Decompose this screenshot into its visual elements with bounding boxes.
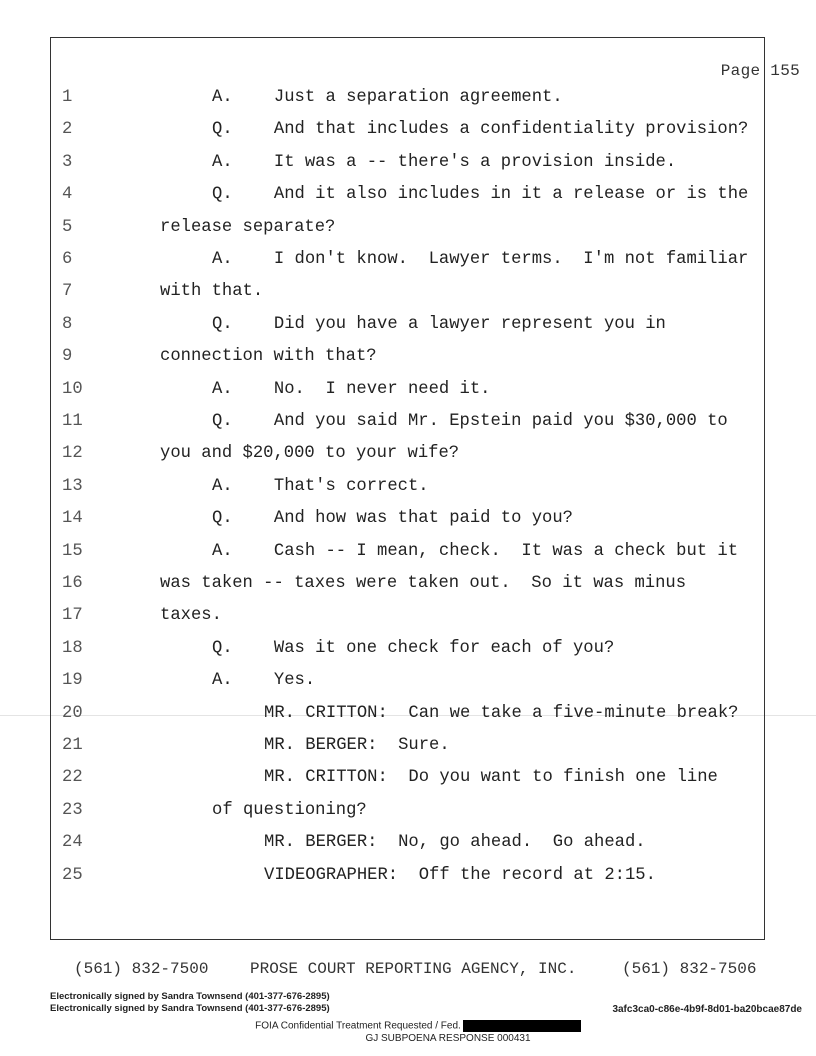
line-text: MR. BERGER: No, go ahead. Go ahead. xyxy=(264,833,646,853)
line-text: MR. BERGER: Sure. xyxy=(264,736,450,755)
line-text: taxes. xyxy=(160,606,222,626)
line-number: 24 xyxy=(62,833,83,853)
line-text: Q. And it also includes in it a release or is the xyxy=(212,185,749,205)
line-text: A. Yes. xyxy=(212,671,316,691)
line-number: 16 xyxy=(62,574,83,593)
line-text: you and $20,000 to your wife? xyxy=(160,444,460,464)
transcript-line xyxy=(0,574,816,606)
line-text: A. I don't know. Lawyer terms. I'm not familiar xyxy=(212,250,749,269)
transcript-line xyxy=(0,606,816,638)
phone-left: (561) 832-7500 xyxy=(74,960,209,978)
line-text: MR. CRITTON: Do you want to finish one line xyxy=(264,768,718,788)
line-text: A. Just a separation agreement. xyxy=(212,88,563,107)
transcript-line xyxy=(0,347,816,379)
transcript-line xyxy=(0,866,816,898)
foia-text: FOIA Confidential Treatment Requested / Fed. xyxy=(255,1020,461,1032)
foia-notice xyxy=(0,1020,816,1032)
transcript-line xyxy=(0,120,816,152)
line-number: 6 xyxy=(62,250,73,269)
bates-text: GJ SUBPOENA RESPONSE 000431 xyxy=(365,1033,531,1044)
line-text: MR. CRITTON: Can we take a five-minute break? xyxy=(264,703,739,723)
line-text: Q. And you said Mr. Epstein paid you $30,000 to xyxy=(212,412,728,431)
transcript-line xyxy=(0,801,816,833)
transcript-line xyxy=(0,509,816,541)
line-number: 10 xyxy=(62,379,83,399)
line-number: 20 xyxy=(62,703,83,723)
transcript-line xyxy=(0,639,816,671)
line-text: A. Cash -- I mean, check. It was a check but it xyxy=(212,541,739,561)
line-number: 12 xyxy=(62,444,83,464)
transcript-line xyxy=(0,282,816,314)
line-text: of questioning? xyxy=(212,800,367,820)
line-number: 13 xyxy=(62,476,83,496)
line-text: A. No. I never need it. xyxy=(212,379,491,399)
transcript-line xyxy=(0,380,816,412)
line-number: 14 xyxy=(62,509,83,529)
transcript-line xyxy=(0,88,816,120)
electronic-signature-2: Electronically signed by Sandra Townsend (401-377-676-2895) xyxy=(50,1003,330,1014)
document-hash: 3afc3ca0-c86e-4b9f-8d01-ba20bcae87de xyxy=(612,1004,802,1015)
line-number: 11 xyxy=(62,412,83,431)
line-number: 15 xyxy=(62,541,83,561)
line-number: 3 xyxy=(62,152,73,172)
line-text: A. That's correct. xyxy=(212,476,429,496)
redaction-block xyxy=(463,1020,581,1032)
line-number: 9 xyxy=(62,347,73,367)
line-number: 5 xyxy=(62,217,73,237)
line-text: Q. Did you have a lawyer represent you in xyxy=(212,314,666,334)
line-number: 17 xyxy=(62,606,83,626)
line-text: connection with that? xyxy=(160,347,377,367)
line-text: A. It was a -- there's a provision inside. xyxy=(212,152,677,172)
transcript-line xyxy=(0,736,816,768)
transcript-line xyxy=(0,315,816,347)
line-number: 22 xyxy=(62,768,83,788)
transcript-line xyxy=(0,185,816,217)
line-number: 1 xyxy=(62,88,73,107)
line-number: 23 xyxy=(62,800,83,820)
transcript-line xyxy=(0,833,816,865)
line-number: 8 xyxy=(62,314,73,334)
line-number: 7 xyxy=(62,282,73,302)
transcript-line xyxy=(0,768,816,800)
bates-number xyxy=(0,1033,816,1044)
line-text: Q. And that includes a confidentiality provision? xyxy=(212,120,749,140)
line-text: release separate? xyxy=(160,217,336,237)
line-text: Q. Was it one check for each of you? xyxy=(212,638,615,658)
line-number: 18 xyxy=(62,638,83,658)
line-text: Q. And how was that paid to you? xyxy=(212,509,573,529)
transcript-line xyxy=(0,153,816,185)
transcript-line xyxy=(0,671,816,703)
line-text: VIDEOGRAPHER: Off the record at 2:15. xyxy=(264,865,656,885)
line-number: 21 xyxy=(62,736,83,755)
line-number: 25 xyxy=(62,865,83,885)
line-number: 2 xyxy=(62,120,73,140)
transcript-line xyxy=(0,704,816,736)
page-number: Page 155 xyxy=(720,62,800,80)
line-text: with that. xyxy=(160,282,264,302)
transcript-line xyxy=(0,250,816,282)
line-number: 19 xyxy=(62,671,83,691)
transcript-line xyxy=(0,412,816,444)
line-number: 4 xyxy=(62,185,73,205)
agency-name: PROSE COURT REPORTING AGENCY, INC. xyxy=(250,960,577,978)
transcript-line xyxy=(0,444,816,476)
line-text: was taken -- taxes were taken out. So it was minus xyxy=(160,574,687,593)
transcript-line xyxy=(0,477,816,509)
electronic-signature-1: Electronically signed by Sandra Townsend (401-377-676-2895) xyxy=(50,991,330,1002)
transcript-line xyxy=(0,218,816,250)
transcript-line xyxy=(0,542,816,574)
phone-right: (561) 832-7506 xyxy=(622,960,757,978)
